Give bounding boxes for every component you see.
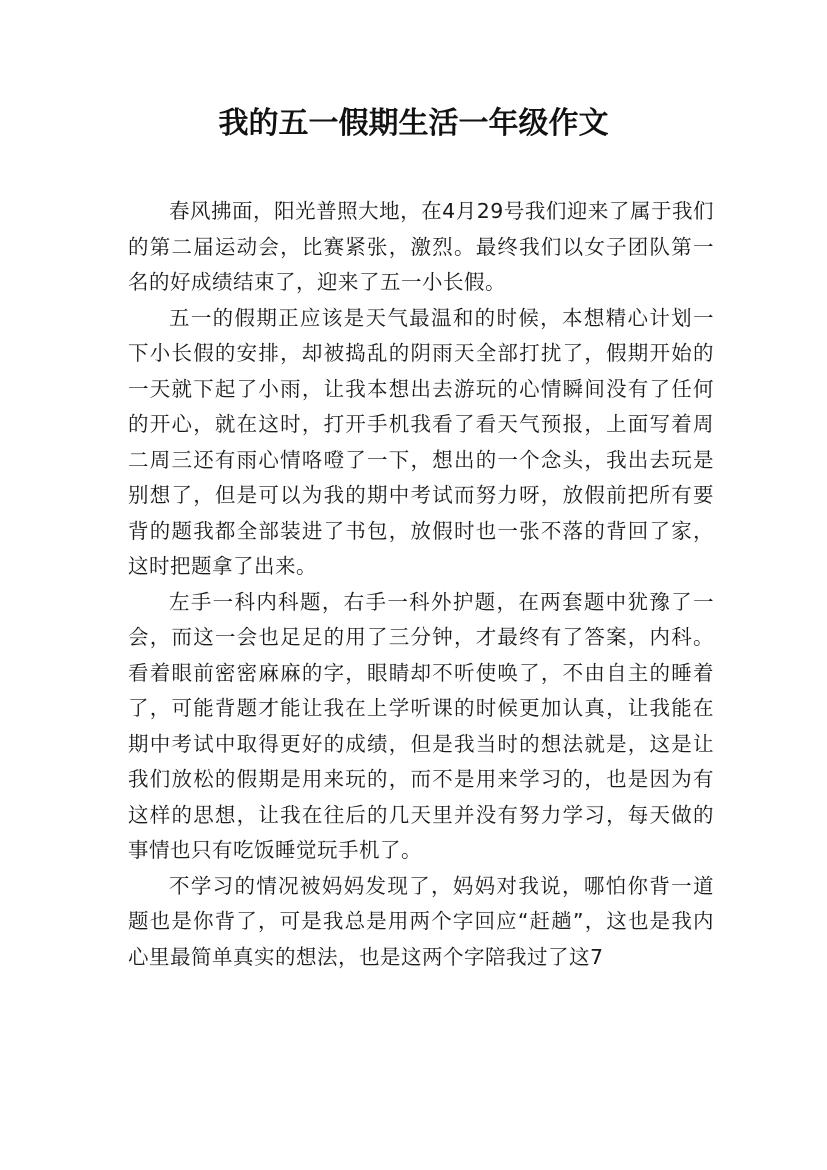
document-title: 我的五一假期生活一年级作文 (218, 106, 609, 141)
paragraph-4: 不学习的情况被妈妈发现了，妈妈对我说，哪怕你背一道题也是你背了，可是我总是用两个字回应“赶趟”，这也是我内心里最简单真实的想法，也是这两个字陪我过了这7 (128, 873, 714, 969)
paragraph-2: 五一的假期正应该是天气最温和的时候，本想精心计划一下小长假的安排，却被捣乱的阴雨天全部打扰了，假期开始的一天就下起了小雨，让我本想出去游玩的心情瞬间没有了任何的开心，就在这时，打开手机我看了看天气预报，上面写着周二周三还有雨心情咯噔了一下，想出的一个念头，我出去玩是别想了，但是可以为我的期中考试而努力呀，放假前把所有要背的题我都全部装进了书包，放假时也一张不落的背回了家，这时把题拿了出来。 (128, 305, 714, 578)
paragraph-3: 左手一科内科题，右手一科外护题，在两套题中犹豫了一会，而这一会也足足的用了三分钟，才最终有了答案，内科。看着眼前密密麻麻的字，眼睛却不听使唤了，不由自主的睡着了，可能背题才能让我在上学听课的时候更加认真，让我能在期中考试中取得更好的成绩，但是我当时的想法就是，这是让我们放松的假期是用来玩的，而不是用来学习的，也是因为有这样的思想，让我在往后的几天里并没有努力学习，每天做的事情也只有吃饭睡觉玩手机了。 (128, 589, 714, 862)
paragraph-1: 春风拂面，阳光普照大地，在4月29号我们迎来了属于我们的第二届运动会，比赛紧张，激烈。最终我们以女子团队第一名的好成绩结束了，迎来了五一小长假。 (128, 199, 714, 294)
document-body (128, 194, 714, 975)
